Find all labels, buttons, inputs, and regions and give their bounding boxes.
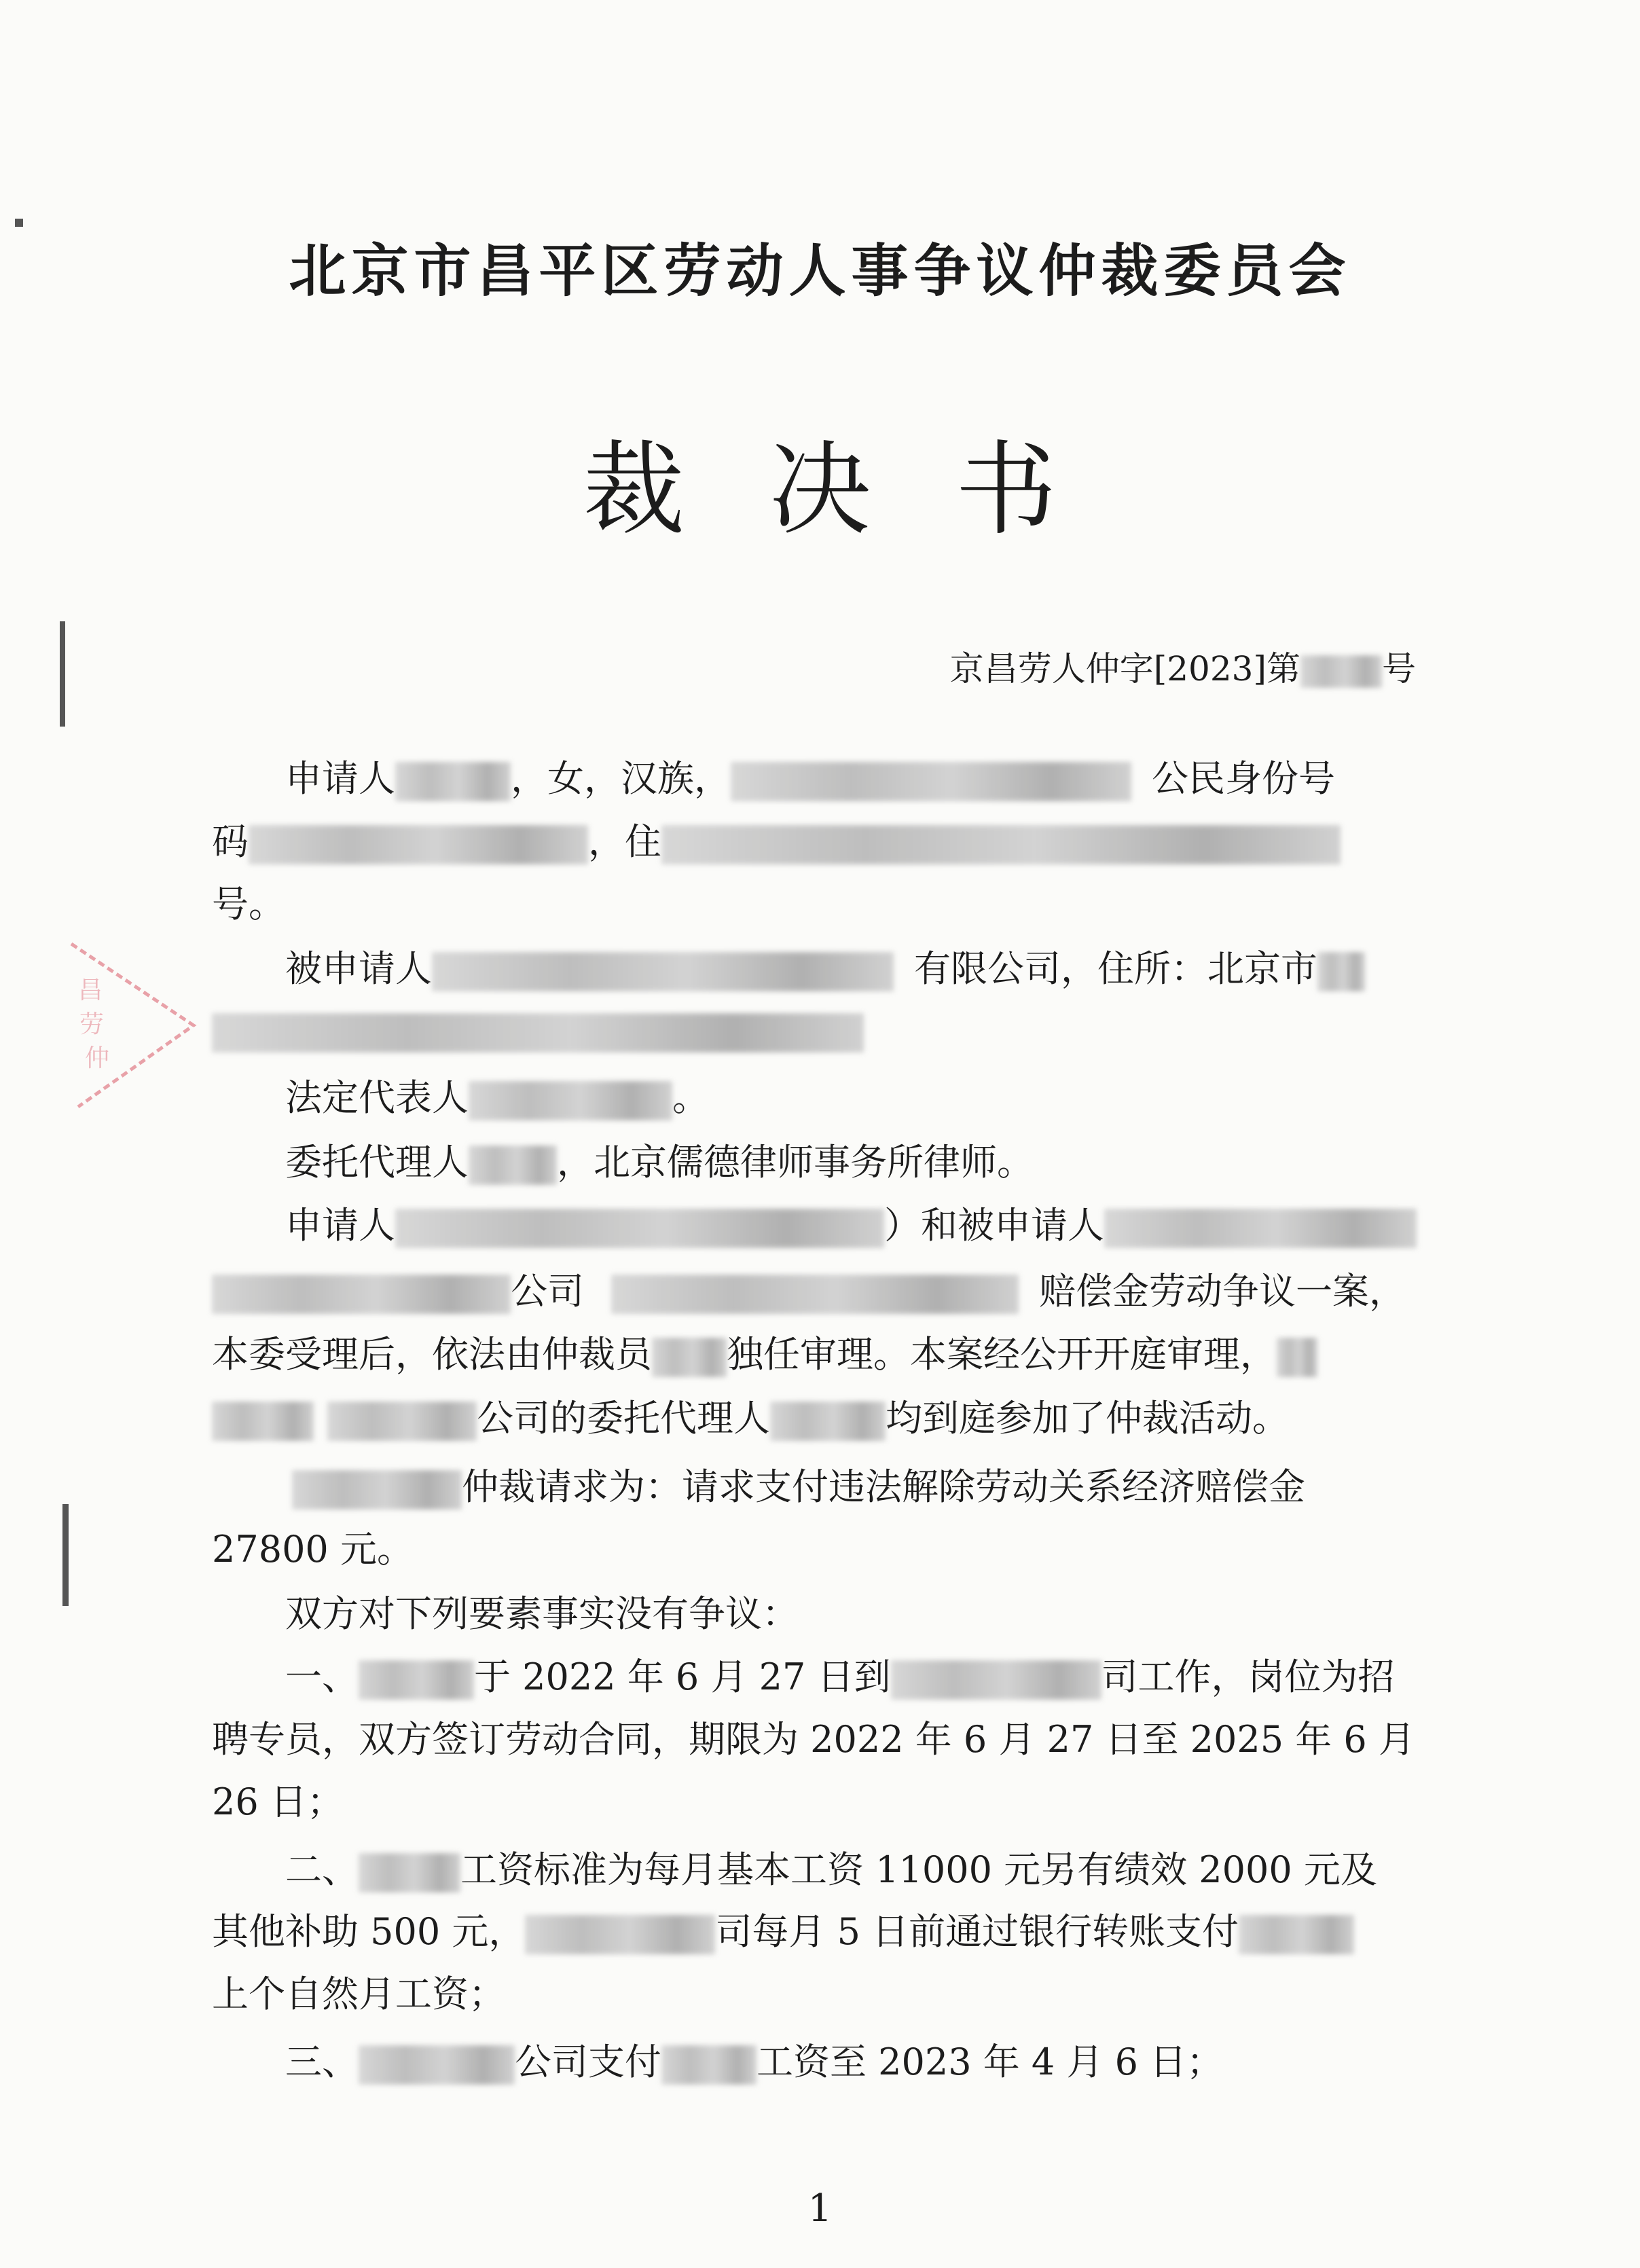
title-char: 决 <box>769 431 871 549</box>
applicant-line-3: 号。 <box>212 883 285 926</box>
redacted-name <box>292 1470 462 1510</box>
redacted-company <box>432 952 894 991</box>
redacted-name <box>770 1402 886 1441</box>
svg-text:昌: 昌 <box>78 976 103 1004</box>
redacted-company <box>1104 1209 1417 1248</box>
fact-2-line-3: 上个自然月工资； <box>212 1973 505 2015</box>
fact-2-line-2: 其他补助 500 元， 司每月 5 日前通过银行转账支付 <box>212 1914 1354 1954</box>
fact-1-line-2: 聘专员，双方签订劳动合同，期限为 2022 年 6 月 27 日至 2025 年 6 月 <box>212 1718 1415 1761</box>
binding-mark-top <box>60 621 65 727</box>
respondent-line: 被申请人 有限公司，住所：北京市 <box>285 951 1365 991</box>
seal-fragment <box>65 923 200 1114</box>
redacted-name <box>1277 1338 1317 1377</box>
case-paragraph-2: 公司 赔偿金劳动争议一案， <box>212 1273 1406 1314</box>
redacted-case-number <box>1300 655 1382 688</box>
case-number-prefix: 京昌劳人仲字[2023]第 <box>949 649 1300 689</box>
fact-3-line-1: 三、 公司支付 工资至 2023 年 4 月 6 日； <box>285 2041 1224 2083</box>
redacted-address <box>1317 952 1365 991</box>
title-char: 书 <box>955 431 1057 549</box>
fact-1-line-3: 26 日； <box>212 1780 344 1823</box>
case-paragraph-4: 公司的委托代理人 均到庭参加了仲裁活动。 <box>212 1400 1289 1441</box>
respondent-line-2 <box>212 1012 864 1053</box>
case-number <box>950 642 1416 691</box>
claim-amount: 27800 元。 <box>212 1528 414 1571</box>
redacted-id-number <box>249 825 588 864</box>
facts-intro: 双方对下列要素事实没有争议： <box>285 1592 799 1635</box>
applicant-line: 申请人 ，女，汉族， 公民身份号 <box>285 757 1335 800</box>
case-paragraph-1: 申请人 ）和被申请人 <box>285 1207 1417 1248</box>
redacted-name <box>469 1081 672 1120</box>
redacted-text <box>395 1209 884 1248</box>
redacted-name <box>1239 1915 1354 1954</box>
claim-line: 仲裁请求为：请求支付违法解除劳动关系经济赔偿金 <box>292 1469 1305 1510</box>
applicant-line-2: 码 ，住 <box>212 824 1341 864</box>
svg-text:仲: 仲 <box>85 1044 110 1072</box>
redacted-name <box>212 1402 314 1441</box>
binding-mark-bottom <box>62 1504 69 1606</box>
fact-2-line-1: 二、 工资标准为每月基本工资 11000 元另有绩效 2000 元及 <box>285 1848 1377 1891</box>
redacted-name <box>469 1146 557 1185</box>
redacted-company <box>212 1275 511 1314</box>
redacted-address <box>661 825 1341 864</box>
case-number-suffix: 号 <box>1382 649 1416 689</box>
redacted-address <box>212 1013 864 1053</box>
redacted-text <box>611 1275 1019 1314</box>
redacted-name <box>359 1660 474 1700</box>
redacted-company <box>891 1660 1101 1700</box>
fact-1-line-1: 一、 于 2022 年 6 月 27 日到 司工作，岗位为招 <box>285 1656 1395 1698</box>
page-number: 1 <box>807 2187 833 2231</box>
redacted-company <box>327 1402 477 1441</box>
authorized-agent: 委托代理人 ，北京儒德律师事务所律师。 <box>285 1141 1034 1184</box>
legal-representative: 法定代表人 。 <box>285 1076 709 1119</box>
title-char: 裁 <box>583 431 685 549</box>
document-title <box>0 407 1640 554</box>
redacted-company <box>359 2045 515 2085</box>
svg-text:劳: 劳 <box>79 1010 105 1038</box>
organization-name: 北京市昌平区劳动人事争议仲裁委员会 <box>289 237 1351 304</box>
case-paragraph-3: 本委受理后，依法由仲裁员 独任审理。本案经公开开庭审理， <box>212 1336 1317 1377</box>
redacted-name <box>661 2045 757 2085</box>
redacted-name <box>652 1338 727 1377</box>
redacted-birth <box>731 762 1131 801</box>
redacted-name <box>395 762 511 801</box>
redacted-company <box>525 1915 715 1954</box>
redacted-name <box>359 1853 460 1892</box>
